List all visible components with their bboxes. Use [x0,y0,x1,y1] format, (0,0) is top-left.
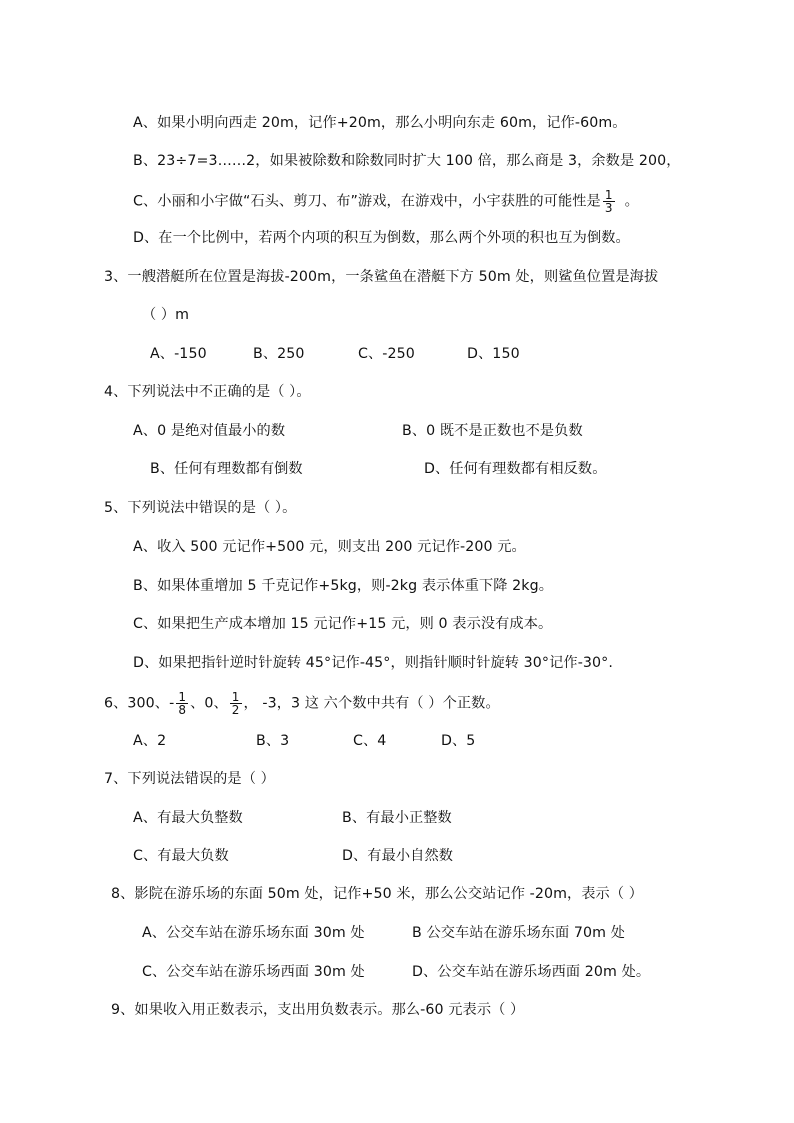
q3-blank: （ ）m [142,307,190,323]
q2-option-c-end: 。 [624,193,639,210]
q6-option-c: C、4 [353,733,387,749]
fraction-denominator: 3 [604,201,613,215]
q4-option-b: B、0 既不是正数也不是负数 [402,423,583,439]
q5-option-b: B、如果体重增加 5 千克记作+5kg，则-2kg 表示体重下降 2kg。 [133,578,554,594]
q3-option-d: D、150 [467,346,520,362]
q7-stem: 7、下列说法错误的是（ ） [104,771,275,787]
q2-option-a: A、如果小明向西走 20m，记作+20m，那么小明向东走 60m，记作-60m。 [133,115,627,131]
q8-option-a: A、公交车站在游乐场东面 30m 处 [142,925,365,941]
q7-option-d: D、有最小自然数 [342,848,454,864]
q9-stem: 9、如果收入用正数表示，支出用负数表示。那么-60 元表示（ ） [111,1002,525,1018]
q3-option-a: A、-150 [150,346,207,362]
q2-option-c-text: C、小丽和小宇做“石头、剪刀、布”游戏，在游戏中，小宇获胜的可能性是 [133,193,601,210]
q3-option-c: C、-250 [358,346,415,362]
fraction-denominator: 2 [231,703,240,717]
q4-option-d: D、任何有理数都有相反数。 [424,461,607,477]
q5-option-c: C、如果把生产成本增加 15 元记作+15 元，则 0 表示没有成本。 [133,616,553,632]
q2-option-b: B、23÷7=3……2，如果被除数和除数同时扩大 100 倍，那么商是 3，余数是 200， [133,153,681,169]
q8-option-c: C、公交车站在游乐场西面 30m 处 [142,964,365,980]
q6-mid: 、0、 [190,695,228,712]
q6-suffix: ， -3，3 这 六个数中共有（ ）个正数。 [243,695,500,712]
q2-option-d: D、在一个比例中，若两个内项的积互为倒数，那么两个外项的积也互为倒数。 [133,230,630,246]
q5-option-d: D、如果把指针逆时针旋转 45°记作-45°，则指针顺时针旋转 30°记作-30°. [133,655,613,671]
q8-stem: 8、影院在游乐场的东面 50m 处，记作+50 米，那么公交站记作 -20m，表示（ ） [111,886,644,902]
q6-fraction-one-eighth [176,691,188,716]
q4-stem: 4、下列说法中不正确的是（ ）。 [104,384,311,400]
q2-option-c-fraction [603,189,615,214]
q7-option-a: A、有最大负整数 [133,810,243,826]
q3-option-b: B、250 [253,346,305,362]
q6-stem [104,691,500,716]
q8-option-d: D、公交车站在游乐场西面 20m 处。 [412,964,651,980]
q6-prefix: 6、300、- [104,695,175,712]
q6-fraction-one-half [230,691,242,716]
q2-option-c [133,189,639,214]
q8-option-b: B 公交车站在游乐场东面 70m 处 [412,925,625,941]
q3-stem: 3、一艘潜艇所在位置是海拔-200m，一条鲨鱼在潜艇下方 50m 处，则鲨鱼位置是海拔 [104,269,659,285]
fraction-numerator: 1 [604,188,613,202]
q7-option-c: C、有最大负数 [133,848,229,864]
q4-option-a: A、0 是绝对值最小的数 [133,423,286,439]
q5-option-a: A、收入 500 元记作+500 元，则支出 200 元记作-200 元。 [133,539,526,555]
fraction-numerator: 1 [231,690,240,704]
q6-option-b: B、3 [256,733,290,749]
fraction-denominator: 8 [178,703,187,717]
q6-option-d: D、5 [441,733,476,749]
q6-option-a: A、2 [133,733,167,749]
q7-option-b: B、有最小正整数 [342,810,452,826]
q5-stem: 5、下列说法中错误的是（ ）。 [104,500,297,516]
q4-option-c: B、任何有理数都有倒数 [150,461,303,477]
fraction-numerator: 1 [178,690,187,704]
